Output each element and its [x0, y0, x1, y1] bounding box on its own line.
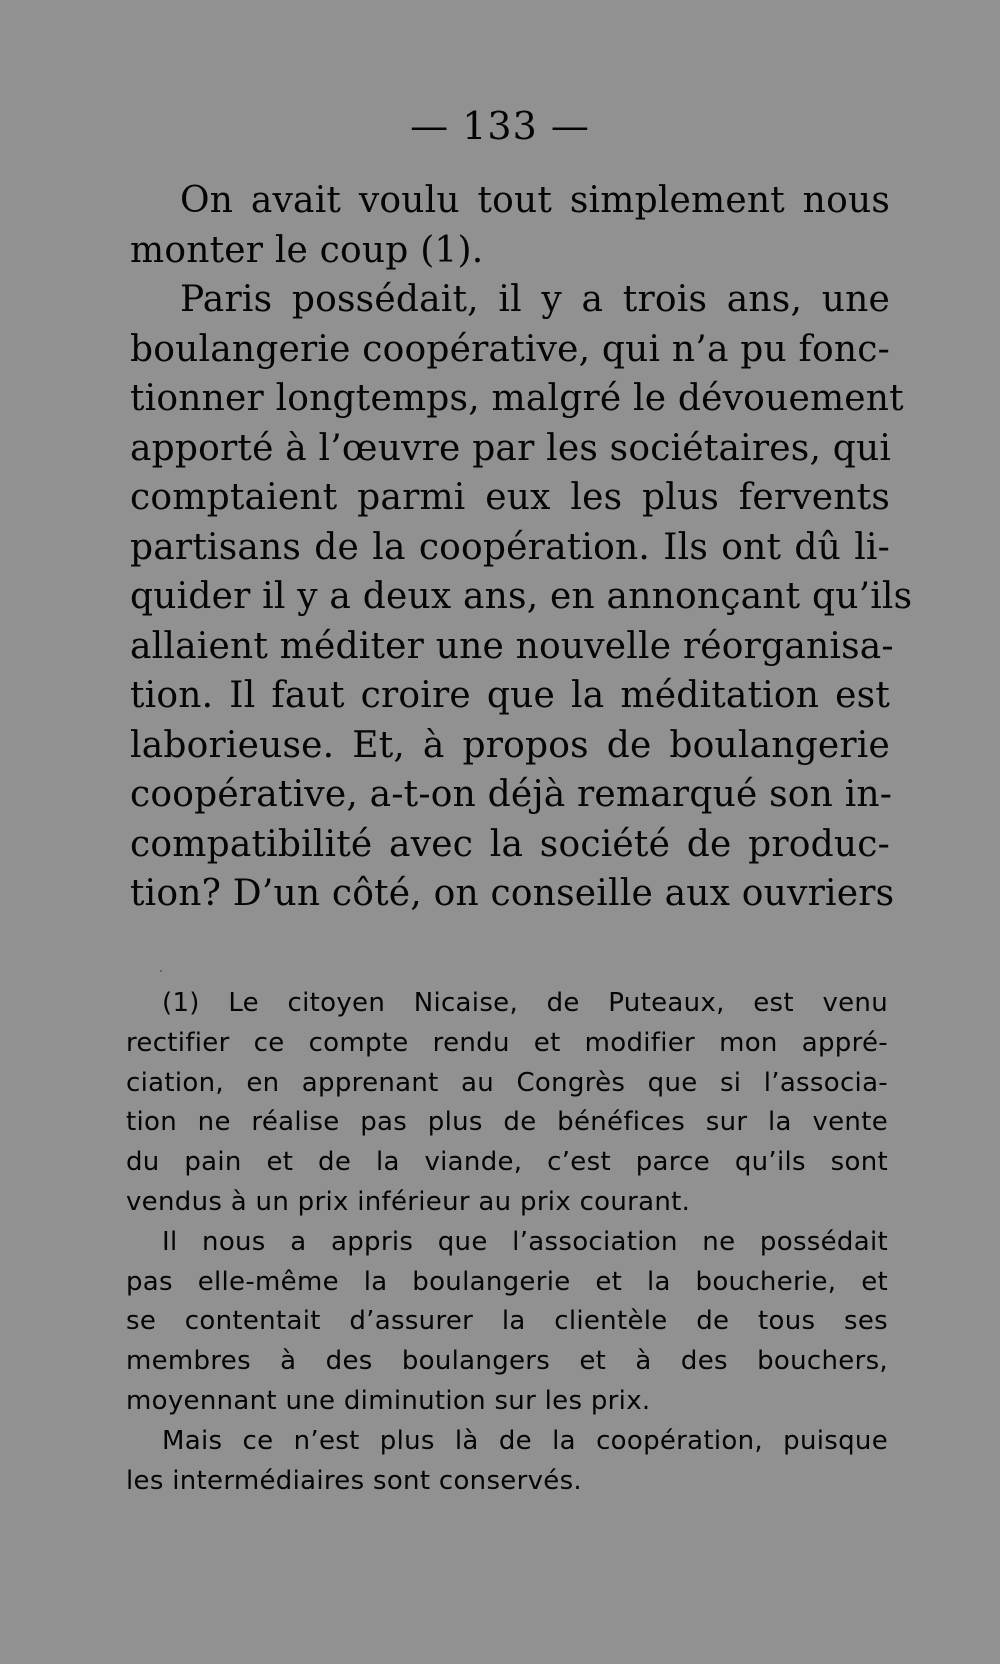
- footnote-line: rectifier ce compte rendu et modifier mon appré-: [126, 1027, 888, 1058]
- text-line: On avait voulu tout simplement nous: [180, 180, 890, 221]
- text-line: tionner longtemps, malgré le dévouement: [130, 378, 904, 419]
- text-line: allaient méditer une nouvelle réorganisa-: [130, 625, 894, 667]
- footnote-line: (1) Le citoyen Nicaise, de Puteaux, est venu: [162, 988, 888, 1018]
- text-line: tion. Il faut croire que la méditation est: [130, 675, 890, 716]
- text-line: partisans de la coopération. Ils ont dû li-: [130, 526, 890, 568]
- footnote-line: vendus à un prix inférieur au prix courant.: [126, 1186, 691, 1217]
- text-line: Paris possédait, il y a trois ans, une: [180, 279, 890, 320]
- footnote-line: les intermédiaires sont conservés.: [126, 1465, 582, 1496]
- footnote-line: Il nous a appris que l’association ne possédait: [162, 1226, 888, 1257]
- text-line: comptaient parmi eux les plus fervents: [130, 477, 890, 518]
- footnote-line: tion ne réalise pas plus de bénéfices sur la vente: [126, 1107, 888, 1138]
- footnote-line: moyennant une diminution sur les prix.: [126, 1385, 651, 1416]
- text-line: laborieuse. Et, à propos de boulangerie: [130, 724, 890, 766]
- text-line: compatibilité avec la société de produc-: [130, 823, 890, 865]
- footnote-line: du pain et de la viande, c’est parce qu’ils sont: [126, 1147, 888, 1178]
- footnote-line: membres à des boulangers et à des bouchers,: [126, 1346, 888, 1377]
- footnote-separator: [160, 970, 162, 972]
- text-line: monter le coup (1).: [130, 229, 484, 271]
- page-number: — 133 —: [410, 104, 590, 148]
- main-text-block: [130, 176, 913, 919]
- footnote-line: pas elle-même la boulangerie et la boucherie, et: [126, 1266, 888, 1297]
- footnote-line: se contentait d’assurer la clientèle de tous ses: [126, 1306, 888, 1337]
- text-line: boulangerie coopérative, qui n’a pu fonc-: [130, 328, 891, 370]
- footnote-line: Mais ce n’est plus là de la coopération, puisque: [162, 1425, 888, 1456]
- text-line: apporté à l’œuvre par les sociétaires, qui: [130, 427, 892, 469]
- text-line: coopérative, a-t-on déjà remarqué son in-: [130, 774, 893, 815]
- text-line: quider il y a deux ans, en annonçant qu’ils: [130, 576, 913, 617]
- footnote-block: [126, 984, 888, 1501]
- text-line: tion? D’un côté, on conseille aux ouvriers: [130, 873, 895, 914]
- footnote-line: ciation, en apprenant au Congrès que si l’associa-: [126, 1067, 888, 1098]
